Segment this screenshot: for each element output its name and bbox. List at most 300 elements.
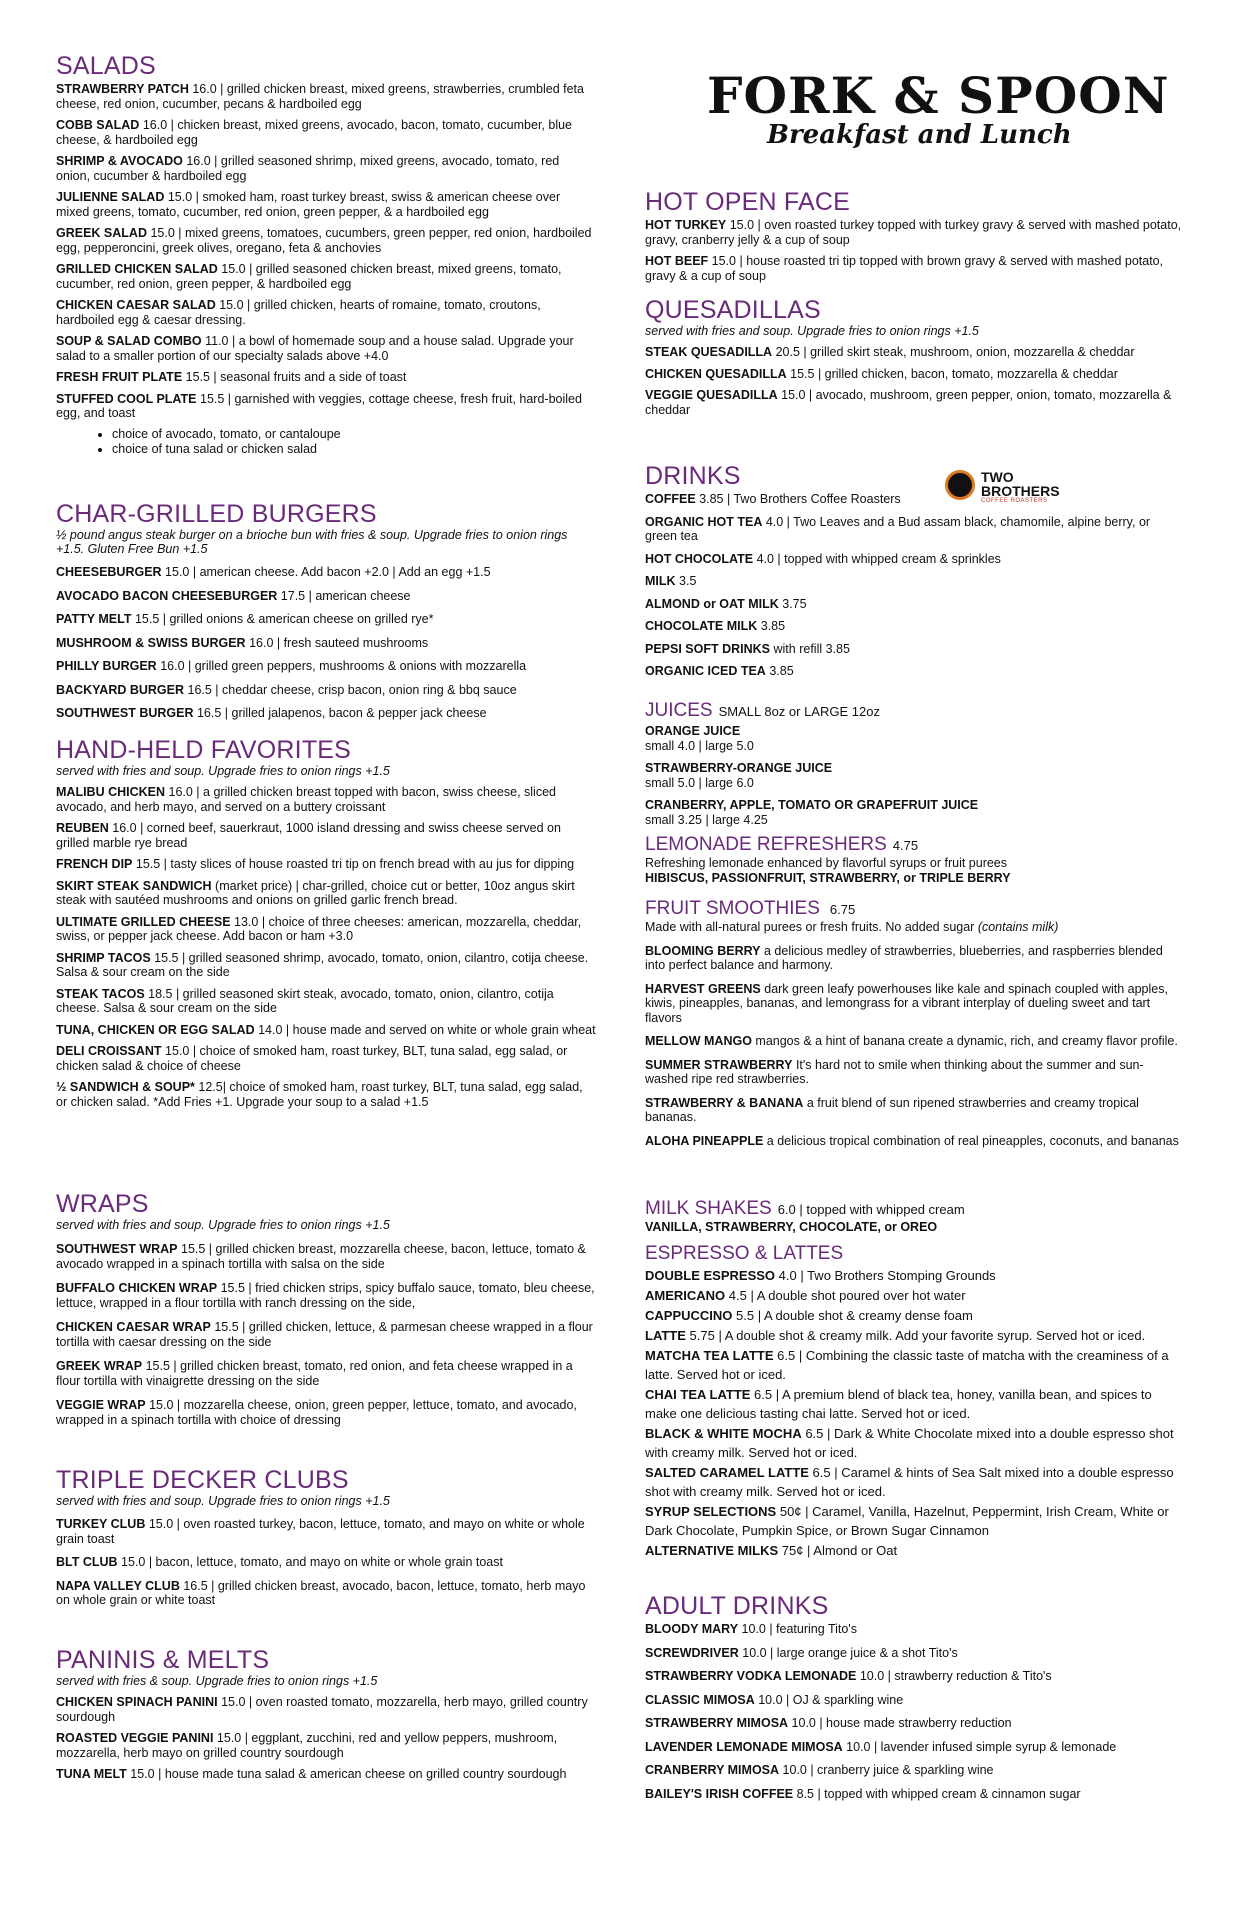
section-lemonade (645, 834, 1185, 885)
menu-item-name: MELLOW MANGO (645, 1034, 752, 1048)
menu-item-name: TUNA MELT (56, 1767, 127, 1781)
menu-item-desc: It's hard not to smile when thinking about the summer and sun-washed ripe red strawberries. (645, 1057, 1144, 1086)
menu-item-name: SHRIMP & AVOCADO (56, 154, 183, 168)
menu-item-name: CRANBERRY, APPLE, TOMATO OR GRAPEFRUIT JUICE (645, 798, 979, 812)
menu-item-name: STEAK QUESADILLA (645, 345, 773, 359)
menu-item-name: NAPA VALLEY CLUB (56, 1578, 180, 1593)
section-wraps (56, 1190, 596, 1427)
menu-item-desc: a delicious tropical combination of real pineapples, coconuts, and bananas (763, 1133, 1179, 1148)
menu-item-list (645, 1622, 1185, 1801)
section-title: WRAPS (56, 1190, 149, 1218)
menu-item (56, 659, 596, 674)
menu-item (645, 724, 1185, 753)
section-drinks (645, 462, 1185, 679)
menu-item-desc: 6.5 | Dark & White Chocolate mixed into a double espresso shot with creamy milk. Served hot or iced. (645, 1426, 1174, 1460)
menu-item (645, 492, 1185, 507)
menu-item-desc: small 5.0 | large 6.0 (645, 775, 754, 790)
section-adult-drinks (645, 1592, 1185, 1801)
menu-item-name: ORANGE JUICE (645, 724, 741, 738)
menu-item (645, 1096, 1185, 1125)
menu-item-desc: 6.5 | Combining the classic taste of matcha with the creaminess of a latte. Served hot or iced. (645, 1348, 1169, 1382)
menu-item-name: AVOCADO BACON CHEESEBURGER (56, 588, 278, 603)
menu-item (56, 392, 596, 421)
menu-item (645, 1286, 1185, 1305)
menu-item-name: LAVENDER LEMONADE MIMOSA (645, 1739, 843, 1754)
menu-item-name: GREEK WRAP (56, 1359, 143, 1373)
menu-item-desc: 16.5 | grilled jalapenos, bacon & pepper jack cheese (193, 706, 487, 720)
menu-item (645, 1326, 1185, 1345)
menu-item (645, 761, 1185, 790)
menu-item (56, 154, 596, 183)
menu-item (645, 1346, 1185, 1384)
menu-item-desc: 16.0 | chicken breast, mixed greens, avocado, bacon, tomato, cucumber, blue cheese, & hardboiled egg (56, 118, 573, 147)
menu-item (645, 1622, 1185, 1637)
menu-item (56, 785, 596, 814)
menu-item (645, 1424, 1185, 1462)
section-title: PANINIS & MELTS (56, 1646, 270, 1674)
section-clubs (56, 1466, 596, 1608)
menu-item-name: ALTERNATIVE MILKS (645, 1543, 779, 1558)
menu-item-desc: 4.0 | Two Leaves and a Bud assam black, chamomile, alpine berry, or green tea (645, 514, 1151, 543)
section-title: FRUIT SMOOTHIES (645, 898, 820, 919)
menu-item (645, 1463, 1185, 1501)
menu-item (56, 683, 596, 698)
menu-item-desc: mangos & a hint of banana create a dynamic, rich, and creamy flavor profile. (751, 1034, 1178, 1048)
brand-tagline: Breakfast and Lunch (767, 120, 1072, 150)
menu-item-desc: 16.5 | cheddar cheese, crisp bacon, onion ring & bbq sauce (184, 682, 517, 697)
shake-flavors: VANILLA, STRAWBERRY, CHOCOLATE, or OREO (645, 1220, 938, 1234)
menu-item-name: BLACK & WHITE MOCHA (645, 1426, 802, 1441)
menu-item (56, 1281, 596, 1310)
menu-item (645, 1693, 1185, 1708)
menu-item-desc: 4.0 | topped with whipped cream & sprinkles (753, 551, 1001, 566)
menu-item-desc: a delicious medley of strawberries, blueberries, and raspberries blended into perfect balance and harmony. (645, 943, 1163, 972)
menu-item-desc: 10.0 | house made strawberry reduction (788, 1716, 1012, 1730)
menu-item-name: COFFEE (645, 492, 696, 506)
menu-item-desc: 15.0 | oven roasted tomato, mozzarella, herb mayo, grilled country sourdough (56, 1695, 588, 1724)
menu-item-desc: 15.0 | oven roasted turkey, bacon, lettuce, tomato, and mayo on white or whole grain toast (56, 1517, 585, 1546)
menu-item (56, 298, 596, 327)
menu-item (56, 589, 596, 604)
menu-item-name: MUSHROOM & SWISS BURGER (56, 635, 246, 650)
menu-item-name: SALTED CARAMEL LATTE (645, 1465, 809, 1480)
smoothie-desc-text: Made with all-natural purees or fresh fruits. No added sugar (645, 920, 978, 934)
juice-sizes: SMALL 8oz or LARGE 12oz (718, 704, 880, 719)
section-note: served with fries & soup. Upgrade fries to onion rings +1.5 (56, 1674, 378, 1688)
section-title: MILK SHAKES (645, 1198, 772, 1219)
two-brothers-sub: COFFEE ROASTERS (981, 498, 1048, 504)
menu-item-name: DOUBLE ESPRESSO (645, 1268, 776, 1283)
stuffed-plate-choices (56, 427, 596, 457)
menu-item-name: CHICKEN CAESAR SALAD (56, 298, 216, 312)
menu-item (645, 798, 1185, 827)
menu-item-desc: 15.5 | grilled chicken, bacon, tomato, mozzarella & cheddar (786, 366, 1118, 381)
menu-item-desc: small 4.0 | large 5.0 (645, 738, 754, 753)
menu-item-name: STEAK TACOS (56, 986, 145, 1001)
menu-item-name: VEGGIE QUESADILLA (645, 388, 778, 402)
section-burgers (56, 500, 596, 721)
menu-item-desc: 15.0 | oven roasted turkey topped with turkey gravy & served with mashed potato, gravy, cranberry jelly & a cup of soup (645, 218, 1182, 247)
menu-item-list (645, 345, 1185, 417)
menu-item-desc: 16.5 | grilled chicken breast, avocado, bacon, lettuce, tomato, herb mayo on whole grain or white toast (56, 1578, 586, 1607)
menu-item-desc: 3.75 (778, 596, 807, 611)
menu-item-name: CHICKEN SPINACH PANINI (56, 1695, 218, 1709)
menu-item-desc: 15.0 | avocado, mushroom, green pepper, onion, tomato, mozzarella & cheddar (645, 388, 1172, 417)
menu-item (645, 1502, 1185, 1540)
menu-item (56, 1695, 596, 1724)
menu-item-name: LATTE (645, 1328, 686, 1343)
menu-item-desc: 11.0 | a bowl of homemade soup and a house salad. Upgrade your salad to a smaller portion of our specialty salads above +4.0 (56, 334, 574, 363)
menu-item (645, 218, 1185, 247)
menu-item-name: MALIBU CHICKEN (56, 785, 166, 799)
smoothie-price: 6.75 (829, 902, 856, 917)
menu-item (645, 1787, 1185, 1802)
two-brothers-name: TWO BROTHERS (981, 469, 1060, 499)
menu-item (56, 82, 596, 111)
two-brothers-logo (945, 470, 1065, 506)
menu-item (56, 706, 596, 721)
menu-item (56, 915, 596, 944)
menu-item-name: SCREWDRIVER (645, 1645, 739, 1660)
menu-item-desc: 15.0 | mozzarella cheese, onion, green pepper, lettuce, tomato, and avocado, wrapped in a spinach tortilla with choice of dressing (56, 1398, 577, 1427)
menu-item (645, 1541, 1185, 1560)
menu-item-desc: 15.5 | fried chicken strips, spicy buffalo sauce, tomato, bleu cheese, lettuce, wrapped in a flour tortilla with ranch dressing on the side, (56, 1281, 595, 1310)
menu-item-desc: 4.0 | Two Brothers Stomping Grounds (775, 1268, 996, 1283)
menu-item-desc: 12.5| choice of smoked ham, roast turkey, BLT, tuna salad, egg salad, or chicken salad. *Add Fries +1. Upgrade your soup to a salad +1.5 (56, 1080, 583, 1109)
menu-item-name: MATCHA TEA LATTE (645, 1348, 774, 1363)
menu-item-name: SUMMER STRAWBERRY (645, 1057, 793, 1072)
menu-item (56, 1731, 596, 1760)
menu-item (56, 636, 596, 651)
menu-item-desc: 15.0 | mixed greens, tomatoes, cucumbers, green pepper, red onion, hardboiled egg, pepperoncini, greek olives, oregano, feta & anchovies (56, 226, 592, 255)
menu-item-name: COBB SALAD (56, 118, 140, 132)
menu-item-desc: 15.5 | tasty slices of house roasted tri tip on french bread with au jus for dipping (132, 857, 575, 871)
menu-item-name: CLASSIC MIMOSA (645, 1692, 755, 1707)
menu-item-desc: 16.0 | grilled green peppers, mushrooms & onions with mozzarella (156, 659, 527, 673)
menu-item (56, 612, 596, 627)
menu-item-name: BLOODY MARY (645, 1622, 739, 1636)
menu-item-name: SOUTHWEST BURGER (56, 706, 194, 720)
menu-item-name: BLOOMING BERRY (645, 943, 761, 958)
bullet-item: • choice of avocado, tomato, or cantaloupe (112, 427, 596, 442)
section-smoothies (645, 898, 1185, 1148)
menu-item-list (645, 1266, 1185, 1560)
menu-item-name: CAPPUCCINO (645, 1308, 733, 1323)
menu-item-desc: small 3.25 | large 4.25 (645, 812, 768, 827)
menu-item-name: BAILEY'S IRISH COFFEE (645, 1786, 794, 1801)
menu-item-name: ULTIMATE GRILLED CHEESE (56, 914, 231, 929)
section-note: served with fries and soup. Upgrade fries to onion rings +1.5 (56, 1494, 390, 1508)
menu-item-name: CHOCOLATE MILK (645, 619, 758, 633)
menu-item-desc: 3.85 (765, 664, 794, 678)
section-quesadillas (645, 296, 1185, 417)
section-handheld (56, 736, 596, 1109)
menu-item-desc: 15.5 | grilled chicken breast, mozzarella cheese, bacon, lettuce, tomato & avocado wrapped in a spinach tortilla with salsa on the side (56, 1242, 586, 1271)
menu-item (645, 1266, 1185, 1285)
menu-item (56, 118, 596, 147)
section-title: DRINKS (645, 462, 741, 490)
menu-item (645, 254, 1185, 283)
menu-item (56, 879, 596, 908)
menu-item-name: SOUP & SALAD COMBO (56, 334, 202, 348)
section-title: JUICES (645, 700, 713, 721)
menu-item (645, 1669, 1185, 1684)
menu-item-desc: 15.0 | choice of smoked ham, roast turkey, BLT, tuna salad, egg salad, or chicken salad & choice of cheese (56, 1044, 568, 1073)
menu-item-desc: 3.5 (675, 574, 697, 588)
menu-item-desc: with refill 3.85 (770, 641, 850, 656)
menu-item-desc: 6.5 | Caramel & hints of Sea Salt mixed into a double espresso shot with creamy milk. Served hot or iced. (645, 1465, 1174, 1499)
menu-item-desc: 4.5 | A double shot poured over hot water (725, 1288, 966, 1303)
menu-item-desc: 10.0 | large orange juice & a shot Tito's (738, 1645, 958, 1660)
section-title: CHAR-GRILLED BURGERS (56, 500, 377, 528)
menu-item-name: GREEK SALAD (56, 226, 147, 240)
menu-item-desc: (market price) | char-grilled, choice cut or better, 10oz angus skirt steak with sautéed mushrooms and onions on grilled garlic french bread. (56, 878, 575, 907)
menu-item-desc: a fruit blend of sun ripened strawberries and creamy tropical bananas. (645, 1095, 1139, 1124)
menu-item (56, 1398, 596, 1427)
menu-item-list (56, 785, 596, 1109)
menu-item-list (56, 1695, 596, 1782)
menu-item (56, 190, 596, 219)
menu-item (56, 1579, 596, 1608)
menu-item (56, 1023, 596, 1038)
menu-item-name: TURKEY CLUB (56, 1517, 146, 1531)
menu-item-desc: 75¢ | Almond or Oat (778, 1543, 898, 1558)
menu-item (56, 951, 596, 980)
menu-item (645, 1385, 1185, 1423)
menu-item-desc: 10.0 | cranberry juice & sparkling wine (779, 1763, 994, 1777)
menu-item (56, 1320, 596, 1349)
menu-item-name: STRAWBERRY MIMOSA (645, 1716, 789, 1730)
menu-item (645, 1646, 1185, 1661)
menu-item (645, 982, 1185, 1026)
menu-item (56, 1044, 596, 1073)
menu-item-name: CHEESEBURGER (56, 565, 162, 579)
menu-item-desc: 15.0 | house roasted tri tip topped with brown gravy & served with mashed potato, gravy & a cup of soup (645, 254, 1164, 283)
menu-item-desc: 6.5 | A premium blend of black tea, honey, vanilla bean, and spices to make one delicious tasting chai latte. Served hot or iced. (645, 1387, 1152, 1421)
bullet-item: • choice of tuna salad or chicken salad (112, 442, 596, 457)
menu-item-list (645, 492, 1185, 679)
menu-item (56, 370, 596, 385)
menu-item (645, 597, 1185, 612)
menu-item-list (645, 944, 1185, 1149)
menu-item-name: STRAWBERRY PATCH (56, 82, 189, 96)
menu-item-name: FRENCH DIP (56, 857, 133, 871)
menu-item-desc: 5.75 | A double shot & creamy milk. Add your favorite syrup. Served hot or iced. (685, 1328, 1146, 1343)
menu-item (56, 1080, 596, 1109)
menu-item-desc: 15.5 | grilled chicken breast, tomato, red onion, and feta cheese wrapped in a flour tortilla with vinaigrette dressing on the side (56, 1359, 573, 1388)
menu-item-desc: 17.5 | american cheese (277, 588, 411, 603)
menu-item-name: HARVEST GREENS (645, 981, 761, 996)
menu-item-desc: 16.0 | grilled chicken breast, mixed greens, strawberries, crumbled feta cheese, red onion, cucumber, pecans & hardboiled egg (56, 82, 584, 111)
menu-item (645, 552, 1185, 567)
menu-item-desc: 3.85 | Two Brothers Coffee Roasters (695, 492, 901, 506)
menu-item-name: SYRUP SELECTIONS (645, 1504, 777, 1519)
menu-item-desc: 15.0 | eggplant, zucchini, red and yellow peppers, mushroom, mozzarella, herb mayo on grilled country sourdough (56, 1731, 558, 1760)
menu-item-name: VEGGIE WRAP (56, 1398, 146, 1412)
menu-item-list (56, 1242, 596, 1427)
menu-item-list (56, 1517, 596, 1608)
menu-item (645, 388, 1185, 417)
menu-item-name: BLT CLUB (56, 1555, 118, 1569)
menu-item-desc: 15.0 | bacon, lettuce, tomato, and mayo on white or whole grain toast (117, 1555, 503, 1569)
menu-item (56, 1242, 596, 1271)
brand-name: FORK & SPOON (707, 66, 1170, 125)
two-brothers-emblem-icon (945, 470, 975, 500)
menu-item (645, 619, 1185, 634)
lemonade-desc: Refreshing lemonade enhanced by flavorful syrups or fruit purees (645, 856, 1008, 870)
menu-item-name: CHICKEN QUESADILLA (645, 366, 787, 381)
menu-item-name: CHAI TEA LATTE (645, 1387, 751, 1402)
menu-item (645, 1034, 1185, 1049)
menu-item-desc: 8.5 | topped with whipped cream & cinnamon sugar (793, 1786, 1081, 1801)
menu-item-name: STRAWBERRY & BANANA (645, 1095, 804, 1110)
menu-item-desc: 16.0 | a grilled chicken breast topped with bacon, swiss cheese, sliced avocado, and herb mayo, and served on a buttery croissant (56, 785, 556, 814)
menu-item-name: STRAWBERRY-ORANGE JUICE (645, 761, 833, 775)
menu-item-name: HOT CHOCOLATE (645, 551, 754, 566)
section-note: ½ pound angus steak burger on a brioche bun with fries & soup. Upgrade fries to onion rings +1.5. Gluten Free Bun +1.5 (56, 528, 568, 556)
menu-item-desc: 10.0 | featuring Tito's (738, 1622, 857, 1636)
menu-item (56, 226, 596, 255)
menu-item-list (645, 218, 1185, 283)
menu-item-name: MILK (645, 574, 676, 588)
menu-item-name: ½ SANDWICH & SOUP* (56, 1080, 195, 1094)
menu-item (56, 857, 596, 872)
menu-item-desc: 3.85 (757, 619, 786, 633)
section-salads (56, 52, 596, 457)
menu-item (645, 1058, 1185, 1087)
menu-item-name: PHILLY BURGER (56, 659, 157, 673)
section-title: ESPRESSO & LATTES (645, 1243, 844, 1264)
menu-item (645, 515, 1185, 544)
menu-item-desc: 20.5 | grilled skirt steak, mushroom, onion, mozzarella & cheddar (772, 345, 1135, 359)
section-title: HOT OPEN FACE (645, 188, 850, 216)
menu-item-desc: 15.0 | grilled seasoned chicken breast, mixed greens, tomato, cucumber, red onion, green pepper, & hardboiled egg (56, 262, 562, 291)
menu-item (645, 1134, 1185, 1149)
menu-item (645, 642, 1185, 657)
menu-item (56, 262, 596, 291)
menu-item-desc: 15.5 | grilled seasoned shrimp, avocado, tomato, onion, cilantro, cotija cheese. Salsa & sour cream on the side (56, 950, 589, 979)
section-juices (645, 700, 1185, 827)
menu-item-name: BUFFALO CHICKEN WRAP (56, 1281, 218, 1295)
menu-item-name: PATTY MELT (56, 612, 132, 626)
section-shakes (645, 1198, 1185, 1235)
menu-item-name: HOT TURKEY (645, 218, 727, 232)
section-title: LEMONADE REFRESHERS (645, 834, 887, 855)
menu-item-name: ALOHA PINEAPPLE (645, 1133, 764, 1148)
menu-item-list (56, 565, 596, 721)
section-hot-open-face (645, 188, 1185, 283)
menu-item (645, 1763, 1185, 1778)
menu-item (645, 944, 1185, 973)
menu-item (56, 987, 596, 1016)
menu-item (645, 367, 1185, 382)
menu-item-name: PEPSI SOFT DRINKS (645, 641, 771, 656)
menu-item-desc: 14.0 | house made and served on white or whole grain wheat (254, 1022, 596, 1037)
menu-item (56, 1767, 596, 1782)
menu-item-name: STRAWBERRY VODKA LEMONADE (645, 1669, 857, 1683)
section-paninis (56, 1646, 596, 1782)
menu-item-desc: 15.0 | smoked ham, roast turkey breast, swiss & american cheese over mixed greens, tomato, cucumber, red onion, green pepper, & a hardboiled egg (56, 190, 561, 219)
menu-item-name: JULIENNE SALAD (56, 190, 165, 204)
section-title: TRIPLE DECKER CLUBS (56, 1466, 349, 1494)
menu-item-name: STUFFED COOL PLATE (56, 391, 197, 406)
menu-item-name: REUBEN (56, 821, 109, 835)
section-note: served with fries and soup. Upgrade fries to onion rings +1.5 (645, 324, 979, 338)
menu-item-name: GRILLED CHICKEN SALAD (56, 262, 218, 276)
section-espresso (645, 1243, 1185, 1560)
menu-item-name: SOUTHWEST WRAP (56, 1242, 178, 1256)
menu-item (56, 821, 596, 850)
menu-item (645, 574, 1185, 589)
menu-item-name: CHICKEN CAESAR WRAP (56, 1320, 211, 1334)
fork-and-spoon-logo (707, 66, 1170, 156)
menu-item-desc: 5.5 | A double shot & creamy dense foam (732, 1308, 973, 1323)
menu-item-name: AMERICANO (645, 1288, 726, 1303)
section-title: SALADS (56, 52, 156, 80)
menu-item-name: TUNA, CHICKEN OR EGG SALAD (56, 1022, 255, 1037)
section-title: QUESADILLAS (645, 296, 821, 324)
menu-item-name: ALMOND or OAT MILK (645, 596, 779, 611)
menu-item-desc: 15.5 | garnished with veggies, cottage cheese, fresh fruit, hard-boiled egg, and toast (56, 391, 582, 420)
menu-item-desc: 15.0 | grilled chicken, hearts of romaine, tomato, croutons, hardboiled egg & caesar dressing. (56, 298, 541, 327)
menu-item (56, 1359, 596, 1388)
menu-item-desc: 15.5 | grilled onions & american cheese on grilled rye* (131, 612, 434, 626)
menu-item (56, 565, 596, 580)
menu-item-name: SHRIMP TACOS (56, 950, 151, 965)
lemonade-flavors: HIBISCUS, PASSIONFRUIT, STRAWBERRY, or TRIPLE BERRY (645, 870, 1011, 885)
menu-item-desc: 16.0 | fresh sauteed mushrooms (245, 635, 429, 650)
menu-item-desc: 10.0 | lavender infused simple syrup & lemonade (842, 1739, 1117, 1754)
smoothie-desc (645, 920, 1185, 935)
menu-item-desc: dark green leafy powerhouses like kale and spinach coupled with apples, kiwis, pineapples, bananas, and lemongrass for a vibrant interplay of dueling sweet and tart flavors (645, 981, 1168, 1025)
menu-item-desc: 16.0 | grilled seasoned shrimp, mixed greens, avocado, tomato, red onion, cucumber & hardboiled egg (56, 154, 560, 183)
menu-item-name: ORGANIC ICED TEA (645, 664, 766, 678)
menu-item-list (56, 82, 596, 421)
section-note: served with fries and soup. Upgrade fries to onion rings +1.5 (56, 1218, 390, 1232)
menu-item (645, 1740, 1185, 1755)
menu-item-desc: 13.0 | choice of three cheeses: american, mozzarella, cheddar, swiss, or pepper jack cheese. Add bacon or ham +3.0 (56, 914, 582, 943)
menu-item-name: ROASTED VEGGIE PANINI (56, 1731, 214, 1745)
menu-item-list (645, 724, 1185, 827)
section-title: HAND-HELD FAVORITES (56, 736, 352, 764)
menu-item (56, 1555, 596, 1570)
menu-item-name: SKIRT STEAK SANDWICH (56, 878, 212, 893)
menu-item-desc: 10.0 | strawberry reduction & Tito's (856, 1669, 1052, 1683)
section-title: ADULT DRINKS (645, 1592, 829, 1620)
menu-item-name: BACKYARD BURGER (56, 682, 185, 697)
menu-item (645, 345, 1185, 360)
menu-item-name: CRANBERRY MIMOSA (645, 1763, 780, 1777)
menu-item-desc: 16.0 | corned beef, sauerkraut, 1000 island dressing and swiss cheese served on grilled marble rye bread (56, 821, 561, 850)
smoothie-desc-italic: (contains milk) (977, 920, 1059, 934)
menu-item (56, 1517, 596, 1546)
menu-item-name: FRESH FRUIT PLATE (56, 370, 183, 384)
menu-item-desc: 18.5 | grilled seasoned skirt steak, avocado, tomato, onion, cilantro, cotija cheese. Salsa & sour cream on the side (56, 986, 554, 1015)
menu-item (56, 334, 596, 363)
menu-item-desc: 15.5 | grilled chicken, lettuce, & parmesan cheese wrapped in a flour tortilla with caesar dressing on the side (56, 1320, 593, 1349)
menu-item-desc: 15.0 | house made tuna salad & american cheese on grilled country sourdough (126, 1767, 567, 1781)
menu-item-name: DELI CROISSANT (56, 1044, 162, 1058)
menu-item (645, 1716, 1185, 1731)
section-note: served with fries and soup. Upgrade fries to onion rings +1.5 (56, 764, 390, 778)
menu-item-desc: 50¢ | Caramel, Vanilla, Hazelnut, Peppermint, Irish Cream, White or Dark Chocolate, Pumpkin Spice, or Brown Sugar Cinnamon (645, 1504, 1169, 1538)
menu-item (645, 664, 1185, 679)
menu-item (645, 1306, 1185, 1325)
menu-item-name: ORGANIC HOT TEA (645, 514, 763, 529)
shake-price: 6.0 | topped with whipped cream (777, 1202, 965, 1217)
menu-item-desc: 15.0 | american cheese. Add bacon +2.0 | Add an egg +1.5 (161, 565, 491, 579)
lemonade-price: 4.75 (892, 838, 919, 853)
